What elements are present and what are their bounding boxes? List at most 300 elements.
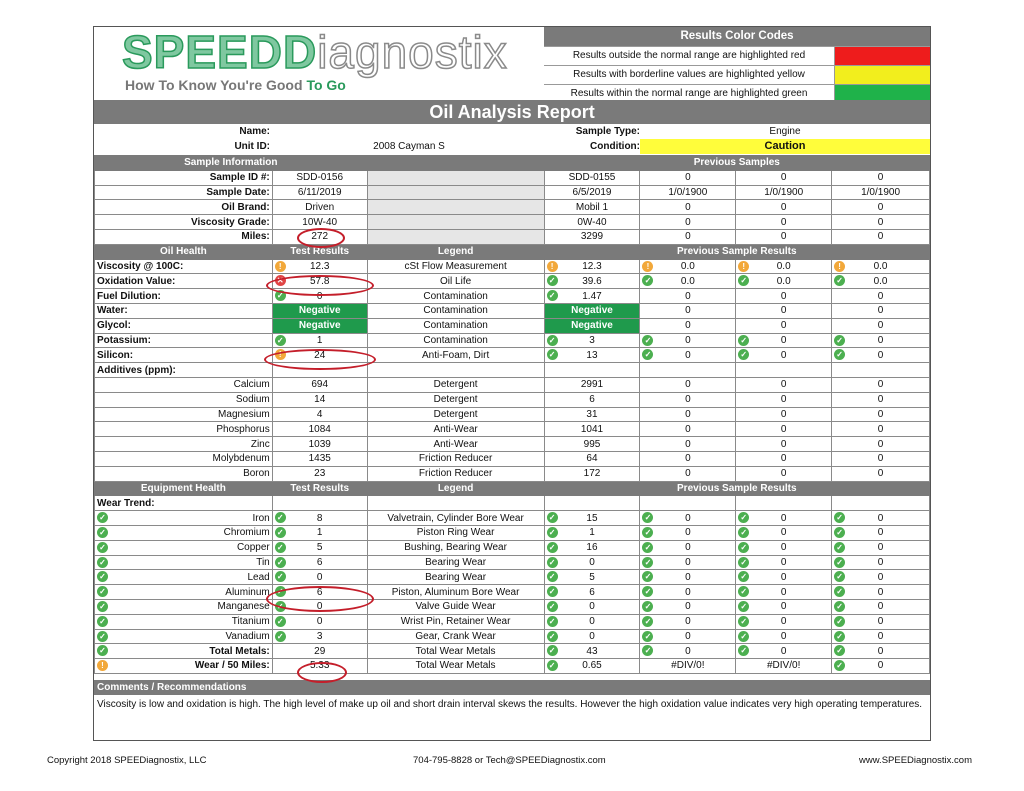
- sample-row: [95, 170, 930, 185]
- cell-value: 0: [685, 512, 691, 524]
- check-icon: ✓: [275, 601, 286, 612]
- blank-cell: [367, 229, 544, 244]
- cell-value: 0: [685, 571, 691, 583]
- footer-website: www.SPEEDiagnostix.com: [859, 755, 972, 766]
- current-value: 1039: [272, 437, 367, 452]
- additive-row: [95, 407, 930, 422]
- cell-value: 0: [685, 630, 691, 642]
- check-icon: ✓: [275, 616, 286, 627]
- cell-value: 39.6: [582, 275, 602, 287]
- wear-row: [95, 570, 930, 585]
- previous-value: [544, 348, 640, 363]
- warning-icon: !: [738, 261, 749, 272]
- previous-value: [544, 555, 640, 570]
- condition-value: Caution: [640, 139, 930, 154]
- current-value: [272, 274, 367, 289]
- previous-value: 2991: [544, 377, 640, 392]
- row-label: Viscosity @ 100C:: [95, 259, 273, 274]
- cell-value: 1: [316, 527, 323, 539]
- cell-value: 0.0: [680, 275, 695, 287]
- check-icon: ✓: [642, 542, 653, 553]
- check-icon: ✓: [547, 601, 558, 612]
- legend-value: Bearing Wear: [367, 570, 544, 585]
- current-value: 272: [272, 229, 367, 244]
- previous-value: Negative: [544, 303, 640, 318]
- wear-row: [95, 644, 930, 659]
- previous-value: 0: [736, 170, 832, 185]
- sample-type-label: Sample Type:: [575, 126, 640, 137]
- check-icon: ✓: [547, 512, 558, 523]
- cell-value: 0: [685, 601, 691, 613]
- cell-value: Vanadium: [225, 630, 270, 642]
- check-icon: ✓: [642, 557, 653, 568]
- oil-health-row: [95, 259, 930, 274]
- sample-row: [95, 215, 930, 230]
- previous-value: [832, 333, 930, 348]
- additive-row: [95, 451, 930, 466]
- cell-value: 0.0: [776, 260, 791, 272]
- check-icon: ✓: [97, 586, 108, 597]
- previous-value: [640, 599, 736, 614]
- previous-value: 0: [736, 422, 832, 437]
- warning-icon: !: [642, 261, 653, 272]
- row-label: [95, 525, 273, 540]
- legend-value: Valve Guide Wear: [367, 599, 544, 614]
- legend-value: Contamination: [367, 318, 544, 333]
- error-icon: ✕: [275, 275, 286, 286]
- row-label: Sample Date:: [95, 185, 273, 200]
- previous-value: [640, 540, 736, 555]
- cell-value: 1.47: [582, 290, 602, 302]
- comments-header: Comments / Recommendations: [94, 680, 930, 695]
- row-label: Molybdenum: [95, 451, 273, 466]
- row-label: [95, 570, 273, 585]
- current-value: 1084: [272, 422, 367, 437]
- previous-value: 0: [736, 318, 832, 333]
- previous-value: [640, 511, 736, 526]
- check-icon: ✓: [547, 335, 558, 346]
- check-icon: ✓: [97, 601, 108, 612]
- current-value: [272, 348, 367, 363]
- cell-value: 0: [877, 542, 884, 554]
- check-icon: ✓: [97, 542, 108, 553]
- cell-value: 0.65: [582, 660, 602, 672]
- previous-value: 0: [832, 215, 930, 230]
- legend-header: Legend: [367, 481, 544, 496]
- current-value: [272, 599, 367, 614]
- previous-value: 0: [640, 392, 736, 407]
- cell-value: 0: [685, 527, 691, 539]
- current-value: 5.33: [272, 659, 367, 674]
- legend-value: Bearing Wear: [367, 555, 544, 570]
- cell-value: 0: [877, 334, 884, 346]
- row-label: Miles:: [95, 229, 273, 244]
- cell-value: 0: [685, 334, 691, 346]
- legend-value: Contamination: [367, 289, 544, 304]
- cell-value: 6: [589, 586, 595, 598]
- cell-value: Total Metals:: [209, 645, 270, 657]
- previous-value: 0: [736, 200, 832, 215]
- previous-value: [544, 540, 640, 555]
- previous-value: 0: [736, 407, 832, 422]
- check-icon: ✓: [275, 557, 286, 568]
- check-icon: ✓: [738, 557, 749, 568]
- previous-value: 0: [832, 200, 930, 215]
- cell-value: 0: [685, 349, 691, 361]
- blank-cell: [367, 200, 544, 215]
- sample-type-value: Engine: [769, 126, 801, 137]
- color-code-text: Results outside the normal range are highlighted red: [544, 47, 835, 65]
- check-icon: ✓: [738, 645, 749, 656]
- color-code-row: [544, 65, 930, 84]
- previous-value: 0: [736, 451, 832, 466]
- check-icon: ✓: [738, 275, 749, 286]
- section-header-row: [95, 244, 930, 259]
- cell-value: 0: [316, 571, 323, 583]
- cell-value: 0: [780, 527, 787, 539]
- additive-row: [95, 377, 930, 392]
- previous-value: 0: [832, 466, 930, 481]
- previous-value: [544, 511, 640, 526]
- previous-value: 0: [640, 318, 736, 333]
- legend-value: Valvetrain, Cylinder Bore Wear: [367, 511, 544, 526]
- check-icon: ✓: [642, 571, 653, 582]
- wear-row: [95, 540, 930, 555]
- check-icon: ✓: [275, 571, 286, 582]
- wear-row: [95, 555, 930, 570]
- condition-label: Condition:: [590, 141, 640, 152]
- blank-cell: [640, 496, 736, 511]
- previous-value: #DIV/0!: [736, 659, 832, 674]
- previous-value: [544, 274, 640, 289]
- cell-value: 0: [780, 542, 787, 554]
- blank-cell: [367, 185, 544, 200]
- previous-value: [736, 259, 832, 274]
- check-icon: ✓: [547, 290, 558, 301]
- row-label: [95, 659, 273, 674]
- current-value: 23: [272, 466, 367, 481]
- previous-value: [544, 659, 640, 674]
- cell-value: 0: [877, 616, 884, 628]
- row-label: Oil Brand:: [95, 200, 273, 215]
- wear-row: [95, 511, 930, 526]
- wear-row: [95, 525, 930, 540]
- wear-trend-label-row: [95, 496, 930, 511]
- previous-value: [736, 599, 832, 614]
- check-icon: ✓: [738, 586, 749, 597]
- tagline-text: How To Know You're Good: [125, 77, 303, 93]
- cell-value: Tin: [256, 556, 270, 568]
- previous-value: 1/0/1900: [736, 185, 832, 200]
- color-codes-title: Results Color Codes: [544, 27, 930, 46]
- previous-value: 0: [736, 377, 832, 392]
- previous-value: 0: [640, 303, 736, 318]
- check-icon: ✓: [275, 512, 286, 523]
- check-icon: ✓: [547, 645, 558, 656]
- current-value: 1435: [272, 451, 367, 466]
- check-icon: ✓: [642, 645, 653, 656]
- check-icon: ✓: [642, 275, 653, 286]
- cell-value: Iron: [252, 512, 270, 524]
- previous-value: 0: [736, 437, 832, 452]
- cell-value: 1: [316, 334, 323, 346]
- previous-value: [832, 511, 930, 526]
- check-icon: ✓: [547, 349, 558, 360]
- current-value: 4: [272, 407, 367, 422]
- current-value: Driven: [272, 200, 367, 215]
- cell-value: 0: [685, 556, 691, 568]
- cell-value: 12.3: [309, 260, 330, 272]
- cell-value: 0: [780, 571, 787, 583]
- previous-value: [544, 614, 640, 629]
- previous-value: 0: [736, 289, 832, 304]
- check-icon: ✓: [547, 586, 558, 597]
- check-icon: ✓: [834, 660, 845, 671]
- wear-row: [95, 585, 930, 600]
- previous-value: [832, 585, 930, 600]
- warning-icon: !: [97, 660, 108, 671]
- blank-cell: [736, 363, 832, 378]
- check-icon: ✓: [547, 616, 558, 627]
- cell-value: 0: [877, 601, 884, 613]
- check-icon: ✓: [547, 557, 558, 568]
- color-code-row: [544, 46, 930, 65]
- check-icon: ✓: [547, 631, 558, 642]
- previous-results-header: Previous Sample Results: [544, 244, 929, 259]
- check-icon: ✓: [642, 512, 653, 523]
- wear-trend-label: Wear Trend:: [95, 496, 273, 511]
- previous-value: 0: [832, 318, 930, 333]
- cell-value: 0: [780, 512, 787, 524]
- check-icon: ✓: [834, 527, 845, 538]
- oil-health-row: [95, 348, 930, 363]
- warning-icon: !: [275, 261, 286, 272]
- previous-value: [544, 599, 640, 614]
- cell-value: 3: [589, 334, 595, 346]
- section-spacer: [367, 156, 544, 171]
- cell-value: 0: [685, 586, 691, 598]
- check-icon: ✓: [642, 586, 653, 597]
- check-icon: ✓: [97, 527, 108, 538]
- report-title: Oil Analysis Report: [94, 100, 930, 124]
- row-label: [95, 629, 273, 644]
- current-value: 14: [272, 392, 367, 407]
- previous-value: [736, 585, 832, 600]
- current-value: SDD-0156: [272, 170, 367, 185]
- blank-cell: [640, 363, 736, 378]
- check-icon: ✓: [834, 601, 845, 612]
- current-value: 29: [272, 644, 367, 659]
- unit-id-label: Unit ID:: [234, 141, 270, 152]
- current-value: 10W-40: [272, 215, 367, 230]
- check-icon: ✓: [97, 645, 108, 656]
- sample-row: [95, 185, 930, 200]
- previous-value: [736, 333, 832, 348]
- previous-value: 0: [832, 377, 930, 392]
- row-label: [95, 555, 273, 570]
- previous-value: [832, 644, 930, 659]
- legend-value: Friction Reducer: [367, 466, 544, 481]
- legend-value: Detergent: [367, 407, 544, 422]
- previous-value: [640, 644, 736, 659]
- section-header-row: [95, 156, 930, 171]
- previous-value: 0: [832, 303, 930, 318]
- info-row-name: [94, 124, 930, 139]
- row-label: Boron: [95, 466, 273, 481]
- check-icon: ✓: [275, 631, 286, 642]
- cell-value: 0: [877, 556, 884, 568]
- previous-samples-header: Previous Samples: [544, 156, 929, 171]
- legend-value: Contamination: [367, 303, 544, 318]
- blank-cell: [736, 496, 832, 511]
- yellow-swatch: [835, 66, 930, 84]
- cell-value: 0: [780, 616, 787, 628]
- cell-value: 0: [780, 556, 787, 568]
- check-icon: ✓: [738, 542, 749, 553]
- additive-row: [95, 437, 930, 452]
- cell-value: 0: [685, 645, 691, 657]
- previous-value: [640, 348, 736, 363]
- check-icon: ✓: [275, 527, 286, 538]
- check-icon: ✓: [547, 660, 558, 671]
- previous-value: [736, 348, 832, 363]
- previous-value: 0: [736, 229, 832, 244]
- oil-health-row: [95, 318, 930, 333]
- previous-value: 0: [832, 422, 930, 437]
- previous-value: [640, 274, 736, 289]
- wear-row: [95, 629, 930, 644]
- row-label: Oxidation Value:: [95, 274, 273, 289]
- additive-row: [95, 466, 930, 481]
- cell-value: 0: [780, 334, 787, 346]
- legend-value: cSt Flow Measurement: [367, 259, 544, 274]
- legend-value: Anti-Wear: [367, 437, 544, 452]
- previous-value: 0: [832, 289, 930, 304]
- previous-value: 1/0/1900: [640, 185, 736, 200]
- cell-value: 12.3: [582, 260, 602, 272]
- row-label: Potassium:: [95, 333, 273, 348]
- previous-value: 0: [640, 170, 736, 185]
- previous-value: [832, 599, 930, 614]
- row-label: [95, 511, 273, 526]
- tagline-go: To Go: [306, 77, 346, 93]
- current-value: [272, 289, 367, 304]
- previous-value: 0: [640, 229, 736, 244]
- row-label: Viscosity Grade:: [95, 215, 273, 230]
- comments-text: Viscosity is low and oxidation is high. The high level of make up oil and short drain interval skews the results. However the high oxidation value indicates very high operating temperatures.: [97, 699, 923, 710]
- row-label: Glycol:: [95, 318, 273, 333]
- additive-row: [95, 422, 930, 437]
- wear-row: [95, 614, 930, 629]
- footer-contact: 704-795-8828 or Tech@SPEEDiagnostix.com: [413, 755, 606, 766]
- cell-value: 0: [780, 601, 787, 613]
- legend-value: Piston, Aluminum Bore Wear: [367, 585, 544, 600]
- legend-value: Total Wear Metals: [367, 659, 544, 674]
- cell-value: 0: [589, 601, 595, 613]
- cell-value: Copper: [236, 542, 270, 554]
- logo-speed: SPEED: [122, 26, 283, 78]
- check-icon: ✓: [547, 527, 558, 538]
- check-icon: ✓: [834, 571, 845, 582]
- results-table: [94, 155, 930, 674]
- current-value: [272, 525, 367, 540]
- legend-value: Anti-Foam, Dirt: [367, 348, 544, 363]
- previous-value: 0: [736, 215, 832, 230]
- cell-value: 0: [780, 645, 787, 657]
- previous-value: [544, 585, 640, 600]
- previous-value: 0: [736, 466, 832, 481]
- legend-value: Oil Life: [367, 274, 544, 289]
- previous-value: Negative: [544, 318, 640, 333]
- cell-value: 0: [877, 660, 884, 672]
- cell-value: 0.0: [873, 260, 888, 272]
- cell-value: 57.8: [309, 275, 330, 287]
- previous-value: 0: [640, 437, 736, 452]
- previous-value: [832, 259, 930, 274]
- previous-value: 0: [832, 437, 930, 452]
- previous-value: [640, 333, 736, 348]
- cell-value: 0.0: [776, 275, 791, 287]
- cell-value: 15: [586, 512, 598, 524]
- oil-analysis-report: [93, 26, 931, 741]
- additives-label-row: [95, 363, 930, 378]
- previous-value: [832, 540, 930, 555]
- previous-value: 0: [640, 407, 736, 422]
- previous-value: 1/0/1900: [832, 185, 930, 200]
- previous-value: 1041: [544, 422, 640, 437]
- previous-value: 172: [544, 466, 640, 481]
- cell-value: 5: [316, 542, 323, 554]
- cell-value: Aluminum: [225, 586, 270, 598]
- previous-value: [544, 259, 640, 274]
- previous-value: [736, 614, 832, 629]
- previous-value: 31: [544, 407, 640, 422]
- color-code-text: Results within the normal range are highlighted green: [544, 85, 835, 103]
- blank-cell: [367, 215, 544, 230]
- previous-value: 64: [544, 451, 640, 466]
- cell-value: 0: [877, 630, 884, 642]
- name-label: Name:: [239, 126, 270, 137]
- cell-value: Wear / 50 Miles:: [194, 660, 270, 672]
- blank-cell: [367, 170, 544, 185]
- warning-icon: !: [275, 349, 286, 360]
- cell-value: 16: [586, 542, 598, 554]
- check-icon: ✓: [642, 601, 653, 612]
- previous-value: [832, 629, 930, 644]
- previous-value: 0: [640, 466, 736, 481]
- current-value: Negative: [272, 318, 367, 333]
- sample-info-header: Sample Information: [95, 156, 368, 171]
- current-value: [272, 570, 367, 585]
- check-icon: ✓: [642, 631, 653, 642]
- wear-row: [95, 599, 930, 614]
- test-results-header: Test Results: [272, 244, 367, 259]
- previous-value: [832, 274, 930, 289]
- current-value: [272, 333, 367, 348]
- previous-value: [736, 540, 832, 555]
- previous-value: 0: [736, 392, 832, 407]
- legend-value: Friction Reducer: [367, 451, 544, 466]
- cell-value: 0: [877, 645, 884, 657]
- previous-value: [832, 659, 930, 674]
- previous-value: 0: [832, 451, 930, 466]
- current-value: [272, 614, 367, 629]
- check-icon: ✓: [738, 349, 749, 360]
- cell-value: 0: [589, 556, 595, 568]
- cell-value: 0.0: [680, 260, 695, 272]
- previous-value: [544, 629, 640, 644]
- check-icon: ✓: [738, 527, 749, 538]
